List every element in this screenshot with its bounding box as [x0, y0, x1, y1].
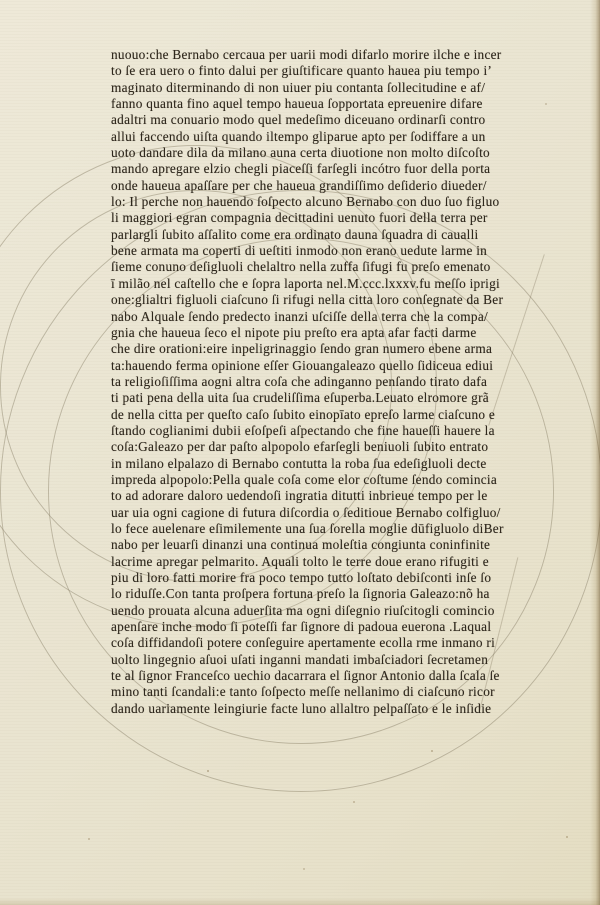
text-line: adaltri ma conuario modo quel medeſimo diceuano ordinarſi contro [111, 112, 486, 128]
text-line: gnia che haueua ſeco el nipote piu preſto era apta afar facti darme [111, 324, 477, 340]
text-line: coſa diffidandoſi potere conſeguire apertamente ecolla rme inmano ri [111, 635, 496, 651]
text-line: nabo Alquale ſendo predecto inanzi uſciſſe della terra che la compa/ [111, 308, 488, 324]
text-line: lo: Il perche non hauendo ſoſpecto alcuno Bernabo con duo ſuo figluo [111, 194, 500, 210]
text-line: uendo prouata alcuna aduerſita ma ogni diſegnio riuſcitogli comincio [111, 602, 495, 618]
text-line: mando apregare elzio chegli piaceſſi farſegli incótro fuor della porta [111, 161, 491, 177]
text-line: dando uariamente leingiurie facte luno allaltro pelpaſſato e le inſidie [111, 700, 492, 716]
text-line: coſa:Galeazo per dar paſto alpopolo efarſegli beniuoli ſubito entrato [111, 439, 489, 455]
text-line: che dire orationi:eire inpeligrinaggio ſendo gran numero ebene arma [111, 341, 493, 357]
text-line: uar uia ogni cagione di futura diſcordia o ſeditioue Bernabo colfigluo/ [111, 504, 501, 520]
text-line: ti pati pena della uita ſua crudeliſſima eſuperba.Leuato elromore grã [111, 390, 489, 406]
foxing-specks [0, 0, 2, 2]
text-line: uolto lingegnio aſuoi uſati inganni mandati imbaſciadori ſecretamen [111, 651, 489, 667]
text-line: maginato diterminando di non uiuer piu contanta ſollecitudine e af/ [111, 79, 486, 95]
text-line: ſieme conuno deſigluoli chelaltro nella zuffa ſifugi fu preſo emenato [111, 259, 491, 275]
text-line: onde haueua apaſſare per che haueua grandiſſimo deſiderio diueder/ [111, 177, 487, 193]
text-line: nabo per leuarſi dinanzi una continua moleſtia congiunta coninfinite [111, 537, 491, 553]
text-line: ta religioſiſſima aogni altra coſa che adinganno penſando tirato dafa [111, 373, 488, 389]
text-line: uoto dandare dila da milano auna certa diuotione non molto diſcoſto [111, 145, 490, 161]
text-line: one:glialtri figluoli ciaſcuno ſi rifugi nella citta loro conſegnate da Ber [111, 292, 504, 308]
text-line: piu di loro fatti morire fra poco tempo tutto loſtato debiſconti inſe ſo [111, 570, 492, 585]
text-line: lacrime apregar pelmarito. Aquali tolto le terre doue erano rifugiti e [111, 553, 489, 569]
text-line: parlargli ſubito aſſalito come era ordinato dauna ſquadra di caualli [111, 226, 479, 242]
text-line: in milano elpalazo di Bernabo contutta la roba ſua edeſigluoli decte [111, 455, 487, 471]
text-line: ī milão nel caſtello che e ſopra laporta nel.M.ccc.lxxxv.fu meſſo iprigi [111, 275, 500, 291]
text-line: nuouo:che Bernabo cercaua per uarii modi difarlo morire ilche e incer [111, 47, 502, 62]
text-line: lo riduſſe.Con tanta proſpera fortuna preſo la ſignoria Galeazo:nõ ha [111, 586, 490, 602]
text-line: ſtando coglianimi dubii eſoſpeſi aſpectando che fine haueſſi hauere la [111, 422, 495, 438]
text-line: apenſare inche modo ſi poteſſi far ſignore di padoua euerona .Laqual [111, 619, 492, 635]
page-edge-shadow-bottom [0, 898, 600, 905]
text-line: ta:hauendo ferma opinione eſſer Giouangaleazo quello ſidiceua ediui [111, 357, 494, 373]
text-line: te al ſignor Franceſco uechio dacarrara el ſignor Antonio dalla ſcala ſe [111, 668, 500, 684]
text-block [111, 47, 559, 717]
text-line: to ſe era uero o finto dalui per giuſtificare quanto hauea piu tempo i’ [111, 63, 493, 79]
text-line: de nella citta per queſto caſo ſubito einopīato epreſo larme ciaſcuno e [111, 406, 496, 422]
text-line: allui faccendo uiſta quando iltempo gliparue apto per ſodiffare a un [111, 128, 486, 144]
text-line: mino tanti ſcandali:e tanto ſoſpecto meſſe nellanimo di ciaſcuno ricor [111, 684, 495, 700]
text-line: to ad adorare daloro uedendoſi ingratia ditutti inbrieue tempo per le [111, 488, 488, 504]
page-edge-shadow-right [590, 0, 600, 905]
text-line: impreda alpopolo:Pella quale coſa come elor coſtume ſendo comincia [111, 471, 498, 487]
text-line: li maggiori egran compagnia decittadini uenuto fuori della terra per [111, 210, 488, 226]
text-line: fanno quanta fino aquel tempo haueua ſopportata epreuenire difare [111, 96, 483, 112]
text-line: lo fece auelenare eſimilemente una ſua ſorella moglie dūfigluolo diBer [111, 520, 504, 536]
text-line: bene armata ma coperti di ueſtiti inmodo non erano uedute larme in [111, 243, 488, 259]
